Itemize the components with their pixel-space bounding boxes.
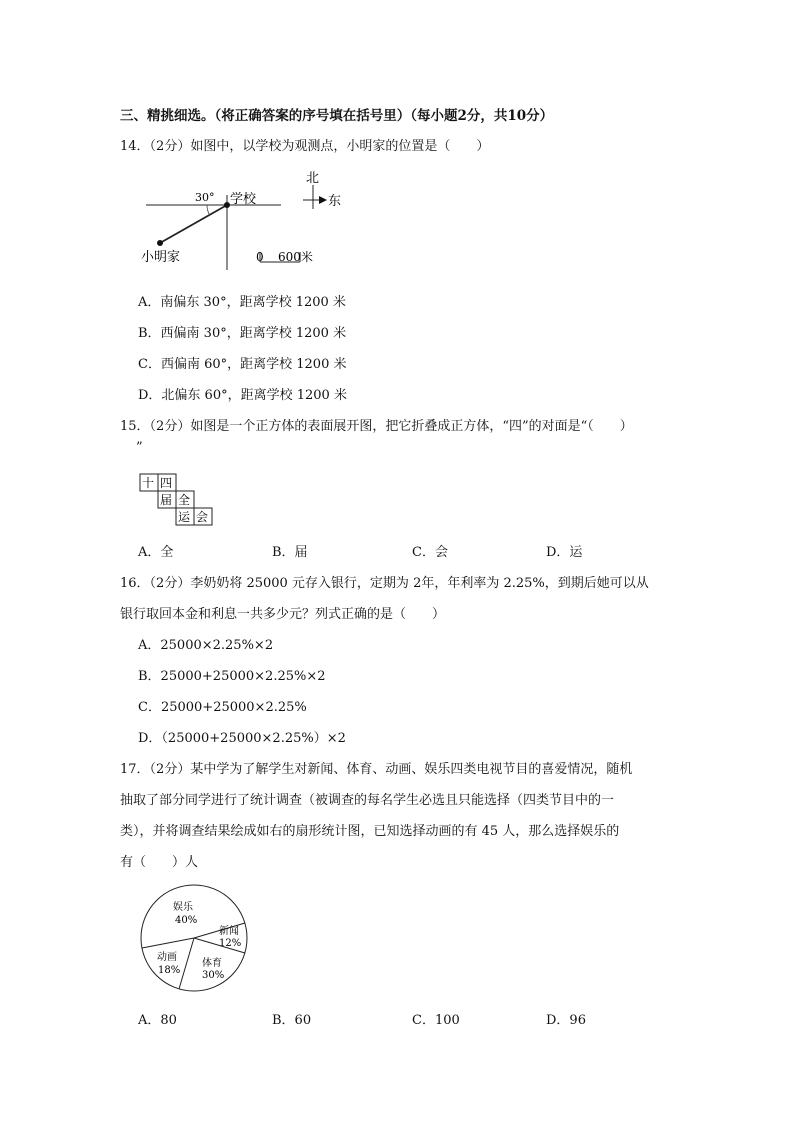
net-char-2: 四 [160, 476, 173, 490]
q14-option-c[interactable]: C．西偏南 60°，距离学校 1200 米 [138, 357, 347, 372]
home-label: 小明家 [141, 250, 181, 265]
school-home-line [160, 205, 227, 243]
question-17-stem: 17．（2分）某中学为了解学生对新闻、体育、动画、娱乐四类电视节目的喜爱情况，随机 [120, 762, 633, 777]
question-15-stem-cont: ” [136, 440, 143, 455]
question-16-stem-cont: 银行取回本金和利息一共多少元？列式正确的是（ ） [120, 607, 446, 622]
net-char-1: 十 [142, 476, 155, 490]
q17-option-c[interactable]: C．100 [412, 1013, 460, 1028]
home-point [157, 240, 163, 246]
cube-net-figure [139, 473, 213, 529]
pie-pct-news: 12% [219, 938, 242, 949]
pie-label-sports: 体育 [202, 958, 222, 969]
q15-option-c[interactable]: C．会 [412, 545, 448, 560]
question-16-stem: 16．（2分）李奶奶将 25000 元存入银行，定期为 2年，年利率为 2.25%，到期后她可以从 [120, 576, 649, 591]
net-char-5: 运 [178, 510, 191, 524]
q16-option-a[interactable]: A．25000×2.25%×2 [138, 638, 274, 653]
pie-label-news: 新闻 [219, 926, 239, 937]
scale-unit-label: 600米 [278, 250, 313, 264]
q14-option-b[interactable]: B．西偏南 30°，距离学校 1200 米 [138, 326, 347, 341]
angle-label: 30° [195, 191, 215, 204]
pie-label-animation: 动画 [157, 952, 177, 963]
q16-option-d[interactable]: D．（25000+25000×2.25%）×2 [138, 731, 346, 746]
school-label: 学校 [230, 192, 257, 207]
q17-option-a[interactable]: A．80 [138, 1013, 177, 1028]
q16-option-b[interactable]: B．25000+25000×2.25%×2 [138, 669, 326, 684]
q17-option-b[interactable]: B．60 [272, 1013, 312, 1028]
east-label: 东 [328, 194, 342, 209]
pie-chart [139, 883, 249, 993]
net-char-4: 全 [178, 493, 191, 507]
pie-label-entertainment: 娱乐 [173, 902, 193, 913]
q14-direction-figure [138, 165, 348, 275]
angle-arc [207, 205, 210, 215]
question-15-stem: 15．（2分）如图是一个正方体的表面展开图，把它折叠成正方体，“四”的对面是“（ ） [120, 419, 633, 434]
q14-option-d[interactable]: D．北偏东 60°，距离学校 1200 米 [138, 388, 347, 403]
q15-option-d[interactable]: D．运 [546, 545, 583, 560]
net-char-6: 会 [196, 510, 209, 524]
net-char-3: 届 [160, 493, 173, 507]
north-label: 北 [306, 171, 320, 186]
east-arrow-icon [319, 196, 327, 204]
question-14-stem: 14．（2分）如图中，以学校为观测点，小明家的位置是（ ） [120, 139, 490, 154]
section-heading: 三、精挑细选。（将正确答案的序号填在括号里）（每小题2分，共10分） [120, 108, 554, 124]
question-17-stem-3: 类），并将调查结果绘成如右的扇形统计图，已知选择动画的有 45 人，那么选择娱乐的 [120, 824, 620, 839]
pie-pct-animation: 18% [158, 965, 181, 976]
q15-option-a[interactable]: A．全 [138, 545, 174, 560]
q14-option-a[interactable]: A．南偏东 30°，距离学校 1200 米 [138, 295, 346, 310]
pie-pct-sports: 30% [202, 970, 225, 981]
question-17-stem-4: 有（ ）人 [120, 855, 199, 870]
q16-option-c[interactable]: C．25000+25000×2.25% [138, 700, 307, 715]
pie-pct-entertainment: 40% [175, 915, 198, 926]
q15-option-b[interactable]: B．届 [272, 545, 308, 560]
scale-zero-label: 0 [256, 250, 264, 264]
q17-option-d[interactable]: D．96 [546, 1013, 586, 1028]
question-17-stem-2: 抽取了部分同学进行了统计调查（被调查的每名学生必选且只能选择（四类节目中的一 [120, 793, 615, 808]
